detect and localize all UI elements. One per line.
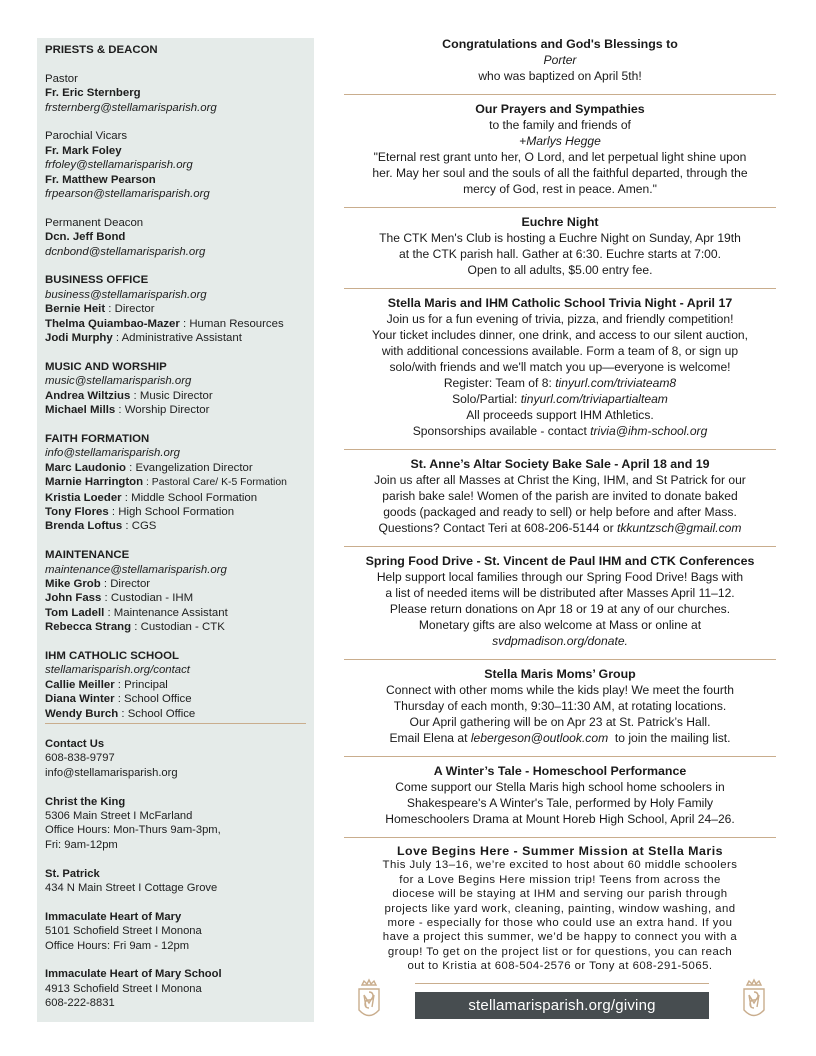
- parish-crest-icon: [356, 978, 382, 1022]
- announcement-line: Join us for a fun evening of trivia, pizza, and friendly competition!: [386, 312, 734, 326]
- role-title: Permanent Deacon: [45, 216, 144, 229]
- announcement-title: Our Prayers and Sympathies: [475, 102, 645, 116]
- announcement-line: have a project this summer, we’d be happy to connect you with a: [382, 931, 738, 944]
- divider: [344, 837, 776, 838]
- staff-name: Tom Ladell: [45, 606, 105, 619]
- announcement-line: Our April gathering will be on Apr 23 at St. Patrick’s Hall.: [409, 715, 711, 729]
- email-link[interactable]: info@stellamarisparish.org: [45, 447, 181, 460]
- staff-row: [45, 475, 306, 490]
- contact-us-section: [45, 737, 306, 780]
- department-maintenance: [45, 548, 306, 634]
- announcement-line: Homeschoolers Drama at Mount Horeb High School, April 24–26.: [385, 812, 735, 826]
- staff-row: [45, 519, 306, 533]
- staff-row: [45, 505, 306, 519]
- announcement-line: more - especially for those who could use an extra hand. If you: [387, 917, 733, 930]
- staff-role: : Principal: [114, 678, 168, 691]
- announcement-line: for a Love Begins Here mission trip! Teens from across the: [399, 873, 721, 886]
- staff-row: [45, 707, 306, 721]
- location-name: Immaculate Heart of Mary: [45, 910, 182, 923]
- staff-row: [45, 491, 306, 505]
- announcement-line: Connect with other moms while the kids play! We meet the fourth: [386, 683, 734, 697]
- staff-name: Callie Meiller: [45, 678, 115, 691]
- section-heading: IHM CATHOLIC SCHOOL: [45, 649, 179, 662]
- staff-name: Bernie Heit: [45, 303, 106, 316]
- announcement-title: Congratulations and God's Blessings to: [442, 37, 678, 51]
- staff-name: Wendy Burch: [45, 707, 119, 720]
- location-ihm-school: [45, 967, 306, 1010]
- email-link[interactable]: business@stellamarisparish.org: [45, 288, 207, 301]
- announcement-line: projects like yard work, cleaning, painting, window washing, and: [384, 902, 736, 915]
- staff-role: : Custodian - CTK: [131, 621, 225, 634]
- location-line: Office Hours: Mon-Thurs 9am-3pm,: [45, 824, 221, 837]
- email-link[interactable]: frfoley@stellamarisparish.org: [45, 159, 193, 172]
- staff-role: : Middle School Formation: [121, 491, 258, 504]
- staff-name: Fr. Eric Sternberg: [45, 87, 141, 100]
- staff-name: Jodi Murphy: [45, 332, 113, 345]
- staff-row: [45, 620, 306, 634]
- staff-role: : Director: [100, 577, 151, 590]
- announcement-euchre: [344, 214, 776, 278]
- announcement-moms-group: [344, 666, 776, 746]
- staff-name: Thelma Quiambao-Mazer: [45, 317, 180, 330]
- staff-role: : High School Formation: [108, 505, 235, 518]
- baptized-name: Porter: [543, 53, 577, 67]
- staff-name: John Fass: [45, 592, 102, 605]
- staff-role: : School Office: [114, 693, 192, 706]
- announcement-trivia: [344, 295, 776, 439]
- section-heading: BUSINESS OFFICE: [45, 274, 149, 287]
- deceased-name: +Marlys Hegge: [519, 134, 601, 148]
- announcement-line: solo/with friends and we'll match you up—everyone is welcome!: [389, 360, 731, 374]
- announcement-line: group! To get on the project list or for questions, you can reach: [387, 945, 733, 958]
- announcement-summer-mission: [344, 844, 776, 974]
- parish-crest-icon: [741, 978, 767, 1022]
- email-line: [344, 730, 776, 746]
- staff-name: Kristia Loeder: [45, 491, 122, 504]
- staff-row: [45, 606, 306, 620]
- staff-name: Michael Mills: [45, 404, 116, 417]
- sponsor-email-link[interactable]: trivia@ihm-school.org: [590, 424, 708, 438]
- divider: [344, 756, 776, 757]
- section-divider: [45, 723, 306, 724]
- staff-role: : Worship Director: [115, 404, 210, 417]
- sponsor-line: [344, 423, 776, 439]
- department-faith-formation: [45, 432, 306, 534]
- staff-role: : Administrative Assistant: [112, 332, 242, 345]
- staff-row: [45, 331, 306, 345]
- location-line: 5306 Main Street I McFarland: [45, 809, 193, 822]
- announcement-line: with additional concessions available. Form a team of 8, or sign up: [381, 344, 739, 358]
- sponsor-label: Sponsorships available - contact: [412, 424, 591, 438]
- location-ihm: [45, 910, 306, 953]
- location-line: 434 N Main Street I Cottage Grove: [45, 882, 218, 894]
- location-line: Office Hours: Fri 9am - 12pm: [45, 939, 190, 952]
- announcements-column: [344, 36, 776, 974]
- announcement-line: Come support our Stella Maris high school home schoolers in: [395, 780, 725, 794]
- location-st-patrick: [45, 867, 306, 896]
- announcement-title: St. Anne’s Altar Society Bake Sale - April 18 and 19: [410, 457, 710, 471]
- register-team-line: [344, 375, 776, 391]
- email-link[interactable]: frpearson@stellamarisparish.org: [45, 188, 210, 201]
- role-title: Pastor: [45, 72, 78, 85]
- divider: [344, 659, 776, 660]
- staff-name: Andrea Wiltzius: [45, 389, 131, 402]
- announcement-text: to the family and friends of: [489, 118, 631, 132]
- footer-divider: [415, 983, 709, 984]
- staff-row: [45, 577, 306, 591]
- phone-number[interactable]: 608-838-9797: [45, 752, 115, 765]
- location-name: St. Patrick: [45, 867, 100, 880]
- email-link[interactable]: dcnbond@stellamarisparish.org: [45, 245, 206, 258]
- divider: [344, 207, 776, 208]
- staff-role: : Music Director: [130, 389, 213, 402]
- giving-link-button[interactable]: stellamarisparish.org/giving: [415, 992, 709, 1019]
- role-title: Parochial Vicars: [45, 130, 128, 143]
- announcement-line: Your ticket includes dinner, one drink, and access to our silent auction,: [371, 328, 749, 342]
- announcement-line: This July 13–16, we’re excited to host about 60 middle schoolers: [382, 859, 738, 872]
- department-ihm-school: [45, 649, 306, 721]
- announcement-line: a list of needed items will be distributed after Masses April 11–12.: [385, 586, 735, 600]
- staff-name: Rebecca Strang: [45, 621, 132, 634]
- announcement-line: goods (packaged and ready to sell) or help before and after Mass.: [383, 505, 737, 519]
- announcement-line: Thursday of each month, 9:30–11:30 AM, at rotating locations.: [393, 699, 727, 713]
- announcement-title: A Winter’s Tale - Homeschool Performance: [433, 764, 687, 778]
- staff-role: : School Office: [118, 707, 196, 720]
- staff-name: Marnie Harrington: [45, 476, 144, 489]
- contact-heading: Contact Us: [45, 737, 105, 750]
- prayer-line: her. May her soul and the souls of all the faithful departed, through the: [372, 166, 748, 180]
- email-label: Email Elena at: [389, 731, 471, 745]
- announcement-winters-tale: [344, 763, 776, 827]
- location-line: 608-222-8831: [45, 997, 115, 1010]
- staff-row: [45, 692, 306, 706]
- clergy-section: [45, 43, 306, 259]
- email-link[interactable]: lebergeson@outlook.com: [470, 731, 609, 745]
- staff-role: : Maintenance Assistant: [104, 606, 228, 619]
- staff-row: [45, 678, 306, 692]
- email-suffix: to join the mailing list.: [608, 731, 731, 745]
- announcement-bake-sale: [344, 456, 776, 536]
- announcement-line: The CTK Men's Club is hosting a Euchre Night on Sunday, Apr 19th: [379, 231, 741, 245]
- prayer-line: mercy of God, rest in peace. Amen.": [463, 182, 657, 196]
- staff-row: [45, 317, 306, 331]
- divider: [344, 546, 776, 547]
- announcement-line: Help support local families through our Spring Food Drive! Bags with: [376, 570, 744, 584]
- staff-row: [45, 302, 306, 316]
- announcement-text: who was baptized on April 5th!: [478, 69, 642, 83]
- section-heading: MAINTENANCE: [45, 549, 130, 562]
- staff-name: Mike Grob: [45, 577, 101, 590]
- divider: [344, 449, 776, 450]
- staff-role: : Human Resources: [179, 317, 284, 330]
- staff-row: [45, 403, 306, 417]
- announcement-line: Shakespeare's A Winter's Tale, performed by Holy Family: [406, 796, 714, 810]
- announcement-line: Please return donations on Apr 18 or 19 at any of our churches.: [389, 602, 731, 616]
- announcement-line: out to Kristia at 608-504-2576 or Tony at 608-291-5065.: [407, 960, 713, 973]
- staff-role: : Evangelization Director: [126, 461, 253, 474]
- donate-link[interactable]: svdpmadison.org/donate.: [492, 634, 628, 648]
- department-business: [45, 273, 306, 345]
- prayer-line: "Eternal rest grant unto her, O Lord, and let perpetual light shine upon: [373, 150, 747, 164]
- section-heading: FAITH FORMATION: [45, 432, 150, 445]
- announcement-title: Love Begins Here - Summer Mission at Stella Maris: [396, 844, 724, 858]
- staff-role: : Custodian - IHM: [101, 592, 194, 605]
- announcement-line: at the CTK parish hall. Gather at 6:30. Euchre starts at 7:00.: [399, 247, 721, 261]
- announcement-baptism: [344, 36, 776, 84]
- register-team-link[interactable]: tinyurl.com/triviateam8: [555, 376, 677, 390]
- section-heading: PRIESTS & DEACON: [45, 44, 158, 56]
- staff-role: : Director: [105, 303, 155, 316]
- location-name: Christ the King: [45, 795, 126, 808]
- email-link[interactable]: maintenance@stellamarisparish.org: [45, 563, 227, 576]
- staff-role: : Pastoral Care/ K-5 Formation: [143, 477, 287, 489]
- staff-name: Brenda Loftus: [45, 520, 123, 533]
- email-link[interactable]: music@stellamarisparish.org: [45, 375, 192, 388]
- announcement-title: Spring Food Drive - St. Vincent de Paul IHM and CTK Conferences: [365, 554, 755, 568]
- location-line: 5101 Schofield Street I Monona: [45, 925, 202, 938]
- announcement-food-drive: [344, 553, 776, 649]
- contact-email-link[interactable]: tkkuntzsch@gmail.com: [616, 521, 742, 535]
- announcement-line: parish bake sale! Women of the parish are invited to donate baked: [382, 489, 738, 503]
- location-line: 4913 Schofield Street I Monona: [45, 982, 202, 995]
- contact-line: [344, 520, 776, 536]
- staff-row: [45, 461, 306, 475]
- department-music: [45, 360, 306, 418]
- location-christ-the-king: [45, 795, 306, 853]
- staff-role: : CGS: [122, 520, 157, 533]
- staff-name: Diana Winter: [45, 693, 115, 706]
- email-link[interactable]: info@stellamarisparish.org: [45, 766, 178, 779]
- staff-row: [45, 591, 306, 605]
- announcement-line: Open to all adults, $5.00 entry fee.: [467, 263, 653, 277]
- email-link[interactable]: frsternberg@stellamarisparish.org: [45, 101, 217, 114]
- announcement-line: All proceeds support IHM Athletics.: [466, 408, 654, 422]
- announcement-sympathy: [344, 101, 776, 197]
- staff-directory-sidebar: [37, 38, 314, 1022]
- staff-row: [45, 389, 306, 403]
- staff-name: Marc Laudonio: [45, 461, 127, 474]
- announcement-title: Euchre Night: [521, 215, 599, 229]
- register-label: Register: Team of 8:: [443, 376, 556, 390]
- announcement-title: Stella Maris Moms’ Group: [484, 667, 636, 681]
- staff-name: Tony Flores: [45, 505, 109, 518]
- location-line: Fri: 9am-12pm: [45, 838, 118, 851]
- register-solo-link[interactable]: tinyurl.com/triviapartialteam: [520, 392, 668, 406]
- divider: [344, 288, 776, 289]
- announcement-title: Stella Maris and IHM Catholic School Trivia Night - April 17: [387, 296, 733, 310]
- staff-name: Dcn. Jeff Bond: [45, 231, 126, 244]
- register-solo-line: [344, 391, 776, 407]
- location-name: Immaculate Heart of Mary School: [45, 968, 222, 981]
- section-heading: MUSIC AND WORSHIP: [45, 360, 167, 373]
- contact-link[interactable]: stellamarisparish.org/contact: [45, 664, 190, 677]
- announcement-line: diocese will be staying at IHM and serving our parish through: [392, 888, 728, 901]
- divider: [344, 94, 776, 95]
- staff-name: Fr. Mark Foley: [45, 144, 122, 157]
- announcement-line: Join us after all Masses at Christ the King, IHM, and St Patrick for our: [374, 473, 746, 487]
- register-label: Solo/Partial:: [452, 392, 521, 406]
- staff-name: Fr. Matthew Pearson: [45, 173, 156, 186]
- announcement-line: Monetary gifts are also welcome at Mass or online at: [418, 618, 702, 632]
- contact-label: Questions? Contact Teri at 608-206-5144 or: [378, 521, 617, 535]
